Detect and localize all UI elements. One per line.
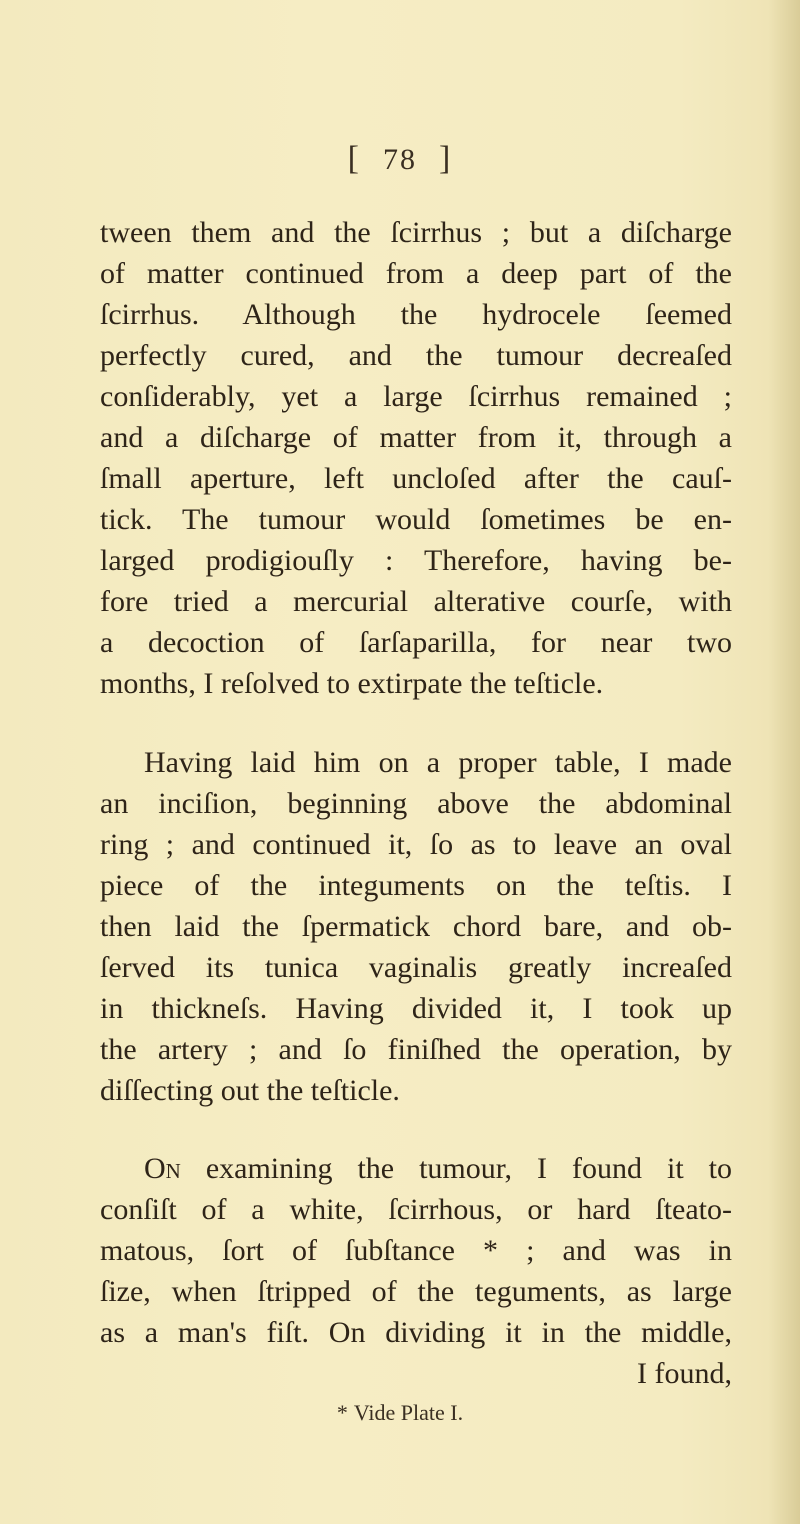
close-bracket: ] bbox=[439, 140, 453, 177]
text-line: diſſecting out the teſticle. bbox=[100, 1074, 400, 1107]
text-line: larged prodigiouſly : Therefore, having be- bbox=[100, 544, 732, 577]
text-line: conſiſt of a white, ſcirrhous, or hard ſteato- bbox=[100, 1193, 732, 1226]
text-line: fore tried a mercurial alterative courſe, with bbox=[100, 585, 732, 618]
text-line: piece of the integuments on the teſtis. I bbox=[100, 869, 732, 902]
text-line: a decoction of ſarſaparilla, for near two bbox=[100, 626, 732, 659]
text-line: tick. The tumour would ſometimes be en- bbox=[100, 503, 732, 536]
text-line: tween them and the ſcirrhus ; but a diſcharge bbox=[100, 216, 732, 249]
paragraph-1 bbox=[100, 212, 732, 704]
text-line: and a diſcharge of matter from it, through a bbox=[100, 421, 732, 454]
text-line: as a man's fiſt. On dividing it in the middle, bbox=[100, 1316, 732, 1349]
footnote-text: Vide Plate I. bbox=[353, 1400, 464, 1425]
text-line: of matter continued from a deep part of the bbox=[100, 257, 732, 290]
text-line: ſize, when ſtripped of the teguments, as large bbox=[100, 1275, 732, 1308]
text-line: then laid the ſpermatick chord bare, and ob- bbox=[100, 910, 732, 943]
text-line: an inciſion, beginning above the abdominal bbox=[100, 787, 732, 820]
text-line: matous, ſort of ſubſtance * ; and was in bbox=[100, 1234, 732, 1267]
text-line: ſerved its tunica vaginalis greatly increaſed bbox=[100, 951, 732, 984]
text-line: perfectly cured, and the tumour decreaſed bbox=[100, 339, 732, 372]
paragraph-2 bbox=[100, 742, 732, 1111]
text-line: conſiderably, yet a large ſcirrhus remained ; bbox=[100, 380, 732, 413]
text-line: ring ; and continued it, ſo as to leave an oval bbox=[100, 828, 732, 861]
text-line: Having laid him on a proper table, I made bbox=[144, 746, 732, 779]
paragraph-3 bbox=[100, 1148, 732, 1394]
open-bracket: [ bbox=[347, 140, 361, 177]
text-line: in thickneſs. Having divided it, I took up bbox=[100, 992, 732, 1025]
small-caps-lead: On bbox=[144, 1152, 181, 1185]
page-number: 78 bbox=[383, 143, 417, 176]
catchword: I found, bbox=[637, 1357, 732, 1390]
footnote-marker: * bbox=[336, 1400, 348, 1425]
footnote bbox=[0, 1400, 800, 1426]
first-line-text: examining the tumour, I found it to bbox=[180, 1152, 732, 1185]
text-line: ſmall aperture, left uncloſed after the cauſ- bbox=[100, 462, 732, 495]
text-line bbox=[100, 1148, 732, 1189]
text-line: the artery ; and ſo finiſhed the operation, by bbox=[100, 1033, 732, 1066]
page-number-header bbox=[0, 140, 800, 178]
text-line: ſcirrhus. Although the hydrocele ſeemed bbox=[100, 298, 732, 331]
text-line: months, I reſolved to extirpate the teſticle. bbox=[100, 667, 604, 700]
